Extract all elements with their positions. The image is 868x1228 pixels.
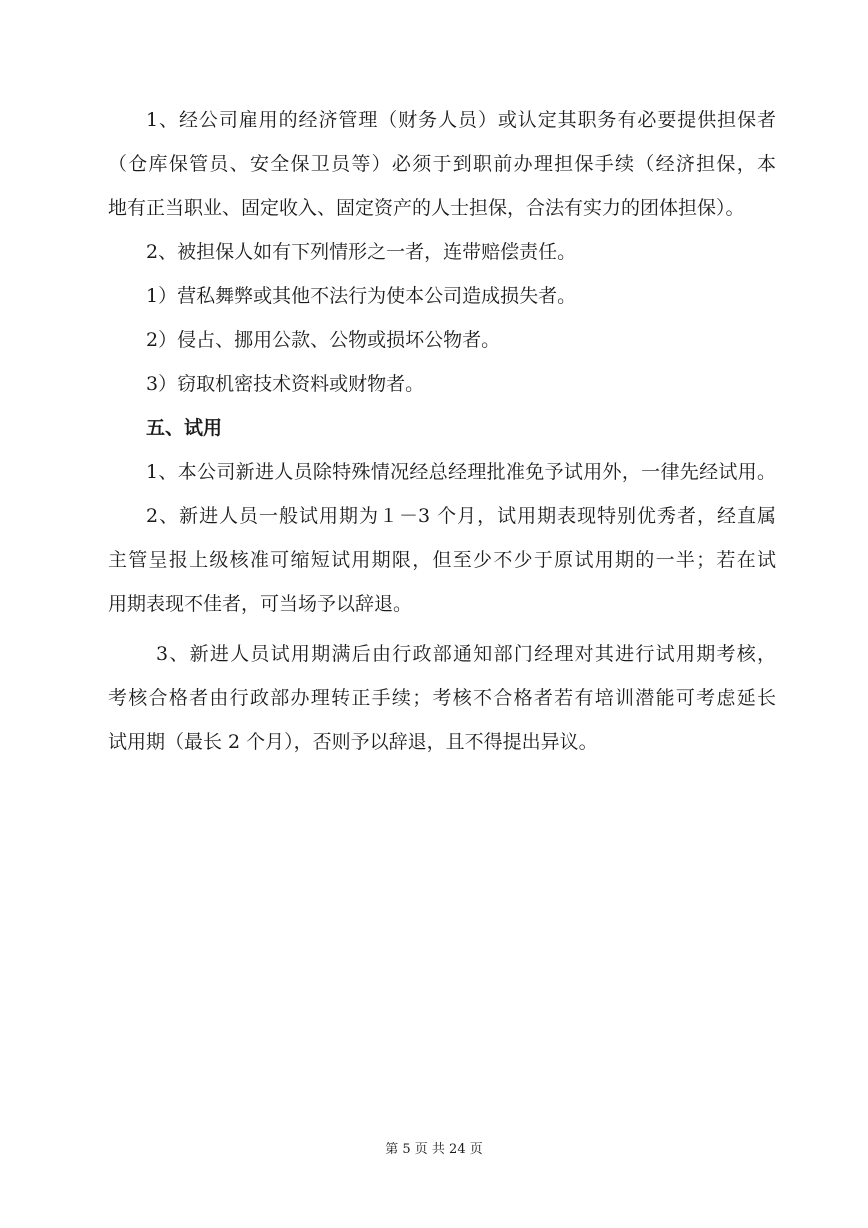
- section-heading-probation: 五、试用: [146, 417, 223, 439]
- guarantee-subitem-1: 1）营私舞弊或其他不法行为使本公司造成损失者。: [146, 285, 577, 307]
- guarantee-item-1-line-1: 1、经公司雇用的经济管理（财务人员）或认定其职务有必要提供担保者: [146, 109, 776, 131]
- document-body: [108, 98, 776, 764]
- probation-item-1: 1、本公司新进人员除特殊情况经总经理批准免予试用外，一律先经试用。: [146, 461, 776, 483]
- probation-item-3-line-2: 考核合格者由行政部办理转正手续；考核不合格者若有培训潜能可考虑延长: [108, 687, 776, 709]
- probation-item-2-line-3: 用期表现不佳者，可当场予以辞退。: [108, 593, 413, 615]
- probation-item-3-line-3: 试用期（最长 2 个月），否则予以辞退，且不得提出异议。: [108, 731, 598, 753]
- guarantee-item-1-line-2: （仓库保管员、安全保卫员等）必须于到职前办理担保手续（经济担保，本: [108, 153, 776, 175]
- guarantee-item-1-line-3: 地有正当职业、固定收入、固定资产的人士担保，合法有实力的团体担保）。: [108, 197, 745, 219]
- probation-item-3-line-1: 3、新进人员试用期满后由行政部通知部门经理对其进行试用期考核，: [156, 643, 776, 665]
- probation-item-2-line-2: 主管呈报上级核准可缩短试用期限，但至少不少于原试用期的一半；若在试: [108, 549, 776, 571]
- probation-item-2-line-1: 2、新进人员一般试用期为１－3 个月，试用期表现特别优秀者，经直属: [146, 505, 776, 527]
- guarantee-subitem-2: 2）侵占、挪用公款、公物或损坏公物者。: [146, 329, 501, 351]
- guarantee-item-2: 2、被担保人如有下列情形之一者，连带赔偿责任。: [146, 241, 577, 263]
- guarantee-subitem-3: 3）窃取机密技术资料或财物者。: [146, 373, 425, 395]
- page-number-footer: 第 5 页 共 24 页: [385, 1142, 483, 1157]
